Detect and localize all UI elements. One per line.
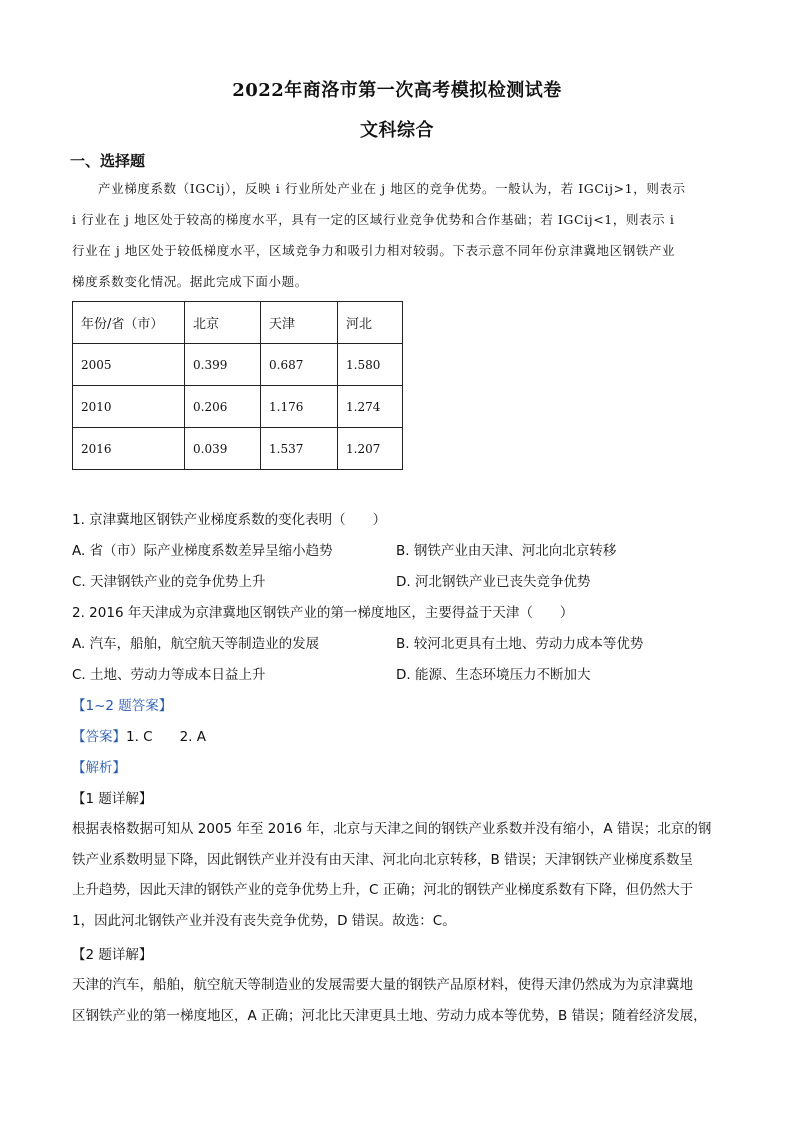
table-header-cell: 天津 <box>261 302 338 344</box>
question-1-stem: 1. 京津冀地区钢铁产业梯度系数的变化表明（ ） <box>72 512 387 528</box>
table-cell: 0.687 <box>261 344 338 386</box>
q1-detail-line: 根据表格数据可知从 2005 年至 2016 年，北京与天津之间的钢铁产业系数并没有缩小，A 错误；北京的钢 <box>72 821 712 837</box>
table-header-cell: 北京 <box>185 302 261 344</box>
analysis-label: 【解析】 <box>72 760 126 776</box>
intro-paragraph <box>72 173 722 297</box>
table-header-row <box>73 302 403 344</box>
question-2-option-c: C. 土地、劳动力等成本日益上升 <box>72 667 266 683</box>
q1-detail-line: 1，因此河北钢铁产业并没有丧失竞争优势，D 错误。故选：C。 <box>72 912 456 929</box>
table-cell: 0.206 <box>185 386 261 428</box>
intro-line: 行业在 j 地区处于较低梯度水平，区域竞争力和吸引力相对较弱。下表示意不同年份京津冀地区钢铁产业 <box>72 243 676 258</box>
table-header-cell: 年份/省（市） <box>73 302 185 344</box>
q1-detail-paragraph <box>72 814 728 936</box>
q2-detail-label: 【2 题详解】 <box>72 947 153 963</box>
exam-subtitle: 文科综合 <box>360 120 434 141</box>
question-2-option-d: D. 能源、生态环境压力不断加大 <box>396 667 591 683</box>
table-cell: 1.207 <box>338 428 403 470</box>
data-table <box>72 301 403 470</box>
table-cell: 1.176 <box>261 386 338 428</box>
question-1-option-a: A. 省（市）际产业梯度系数差异呈缩小趋势 <box>72 543 333 559</box>
table-cell: 0.399 <box>185 344 261 386</box>
question-2-option-a: A. 汽车，船舶，航空航天等制造业的发展 <box>72 636 320 652</box>
exam-title: 2022年商洛市第一次高考模拟检测试卷 <box>232 80 562 101</box>
answer-text: 1. C 2. A <box>126 729 207 745</box>
table-cell: 1.580 <box>338 344 403 386</box>
q1-detail-line: 上升趋势，因此天津的钢铁产业的竞争优势上升，C 正确；河北的钢铁产业梯度系数有下降，但仍然大于 <box>72 882 694 898</box>
intro-line: 产业梯度系数（IGCij），反映 i 行业所处产业在 j 地区的竞争优势。一般认为，若 IGCij>1，则表示 <box>98 181 686 196</box>
question-2-option-b: B. 较河北更具有土地、劳动力成本等优势 <box>396 636 644 652</box>
intro-line: 梯度系数变化情况。据此完成下面小题。 <box>72 274 308 289</box>
table-cell: 1.537 <box>261 428 338 470</box>
question-1-option-d: D. 河北钢铁产业已丧失竞争优势 <box>396 574 591 590</box>
section-heading: 一、选择题 <box>70 152 146 170</box>
table-cell: 2016 <box>73 428 185 470</box>
table-cell: 1.274 <box>338 386 403 428</box>
intro-line: i 行业在 j 地区处于较高的梯度水平，具有一定的区域行业竞争优势和合作基础；若 IGCij<1，则表示 i <box>72 212 675 227</box>
q1-detail-line: 铁产业系数明显下降，因此钢铁产业并没有由天津、河北向北京转移，B 错误；天津钢铁产业梯度系数呈 <box>72 851 694 868</box>
table-row <box>73 386 403 428</box>
table-cell: 0.039 <box>185 428 261 470</box>
table-cell: 2010 <box>73 386 185 428</box>
answer-label: 【答案】 <box>72 729 126 745</box>
q1-detail-label: 【1 题详解】 <box>72 791 153 807</box>
table-header-cell: 河北 <box>338 302 403 344</box>
table-cell: 2005 <box>73 344 185 386</box>
q2-detail-paragraph <box>72 970 728 1031</box>
question-2-stem: 2. 2016 年天津成为京津冀地区钢铁产业的第一梯度地区，主要得益于天津（ ） <box>72 605 574 621</box>
q2-detail-line: 天津的汽车，船舶，航空航天等制造业的发展需要大量的钢铁产品原材料，使得天津仍然成为为京津冀地 <box>72 977 693 993</box>
q2-detail-line: 区钢铁产业的第一梯度地区，A 正确；河北比天津更具土地、劳动力成本等优势，B 错误；随着经济发展， <box>72 1007 707 1024</box>
table-row <box>73 428 403 470</box>
question-1-option-b: B. 钢铁产业由天津、河北向北京转移 <box>396 543 617 559</box>
answer-line <box>72 725 206 745</box>
table-row <box>73 344 403 386</box>
answer-group-label: 【1~2 题答案】 <box>72 698 173 714</box>
question-1-option-c: C. 天津钢铁产业的竞争优势上升 <box>72 574 266 590</box>
